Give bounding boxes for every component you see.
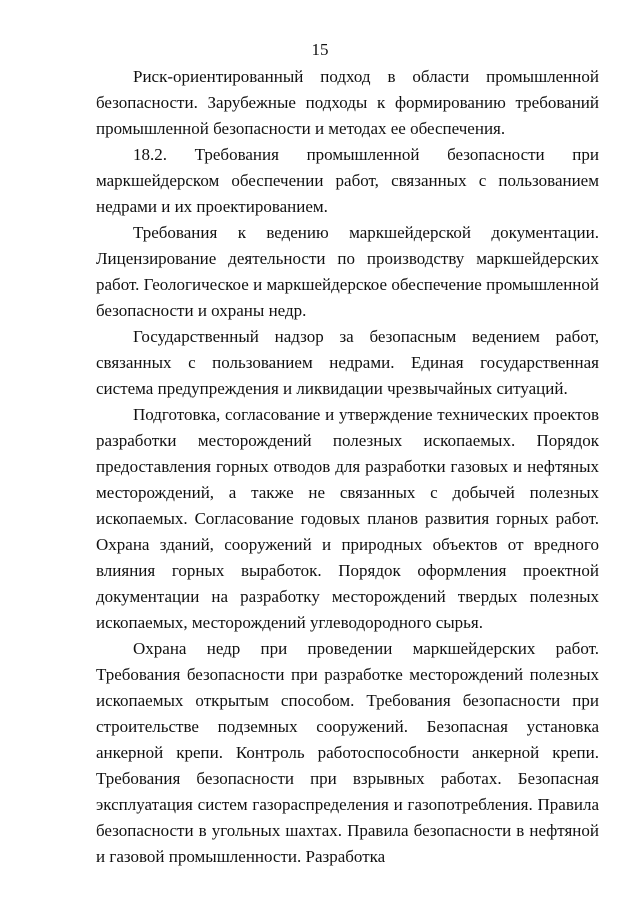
paragraph-technical-projects: Подготовка, согласование и утверждение технических проектов разработки месторождений полезных ископаемых. Порядок предоставления горных отводов для разработки газовых и нефтяных месторождений, а также не связанных с добычей полезных ископаемых. Согласование годовых планов развития горных работ. Охрана зданий, сооружений и природных объектов от вредного влияния горных выработок. Порядок оформления проектной документации на разработку месторождений твердых полезных ископаемых, месторождений углеводородного сырья. xyxy=(96,405,599,632)
page-number: 15 xyxy=(311,40,329,59)
paragraph-state-supervision: Государственный надзор за безопасным ведением работ, связанных с пользованием недрами. Единая государственная система предупреждения и ликвидации чрезвычайных ситуаций. xyxy=(96,327,599,398)
document-body xyxy=(96,64,599,870)
paragraph-subsoil-protection: Охрана недр при проведении маркшейдерских работ. Требования безопасности при разработке месторождений полезных ископаемых открытым способом. Требования безопасности при строительстве подземных сооружений. Безопасная установка анкерной крепи. Контроль работоспособности анкерной крепи. Требования безопасности при взрывных работах. Безопасная эксплуатация систем газораспределения и газопотребления. Правила безопасности в угольных шахтах. Правила безопасности в нефтяной и газовой промышленности. Разработка xyxy=(96,639,599,866)
paragraph-section-18-2: 18.2. Требования промышленной безопасности при маркшейдерском обеспечении работ, связанных с пользованием недрами и их проектированием. xyxy=(96,145,599,216)
paragraph-mine-documentation: Требования к ведению маркшейдерской документации. Лицензирование деятельности по производству маркшейдерских работ. Геологическое и маркшейдерское обеспечение промышленной безопасности и охраны недр. xyxy=(96,223,599,320)
paragraph-risk-approach: Риск-ориентированный подход в области промышленной безопасности. Зарубежные подходы к формированию требований промышленной безопасности и методах ее обеспечения. xyxy=(96,67,599,138)
